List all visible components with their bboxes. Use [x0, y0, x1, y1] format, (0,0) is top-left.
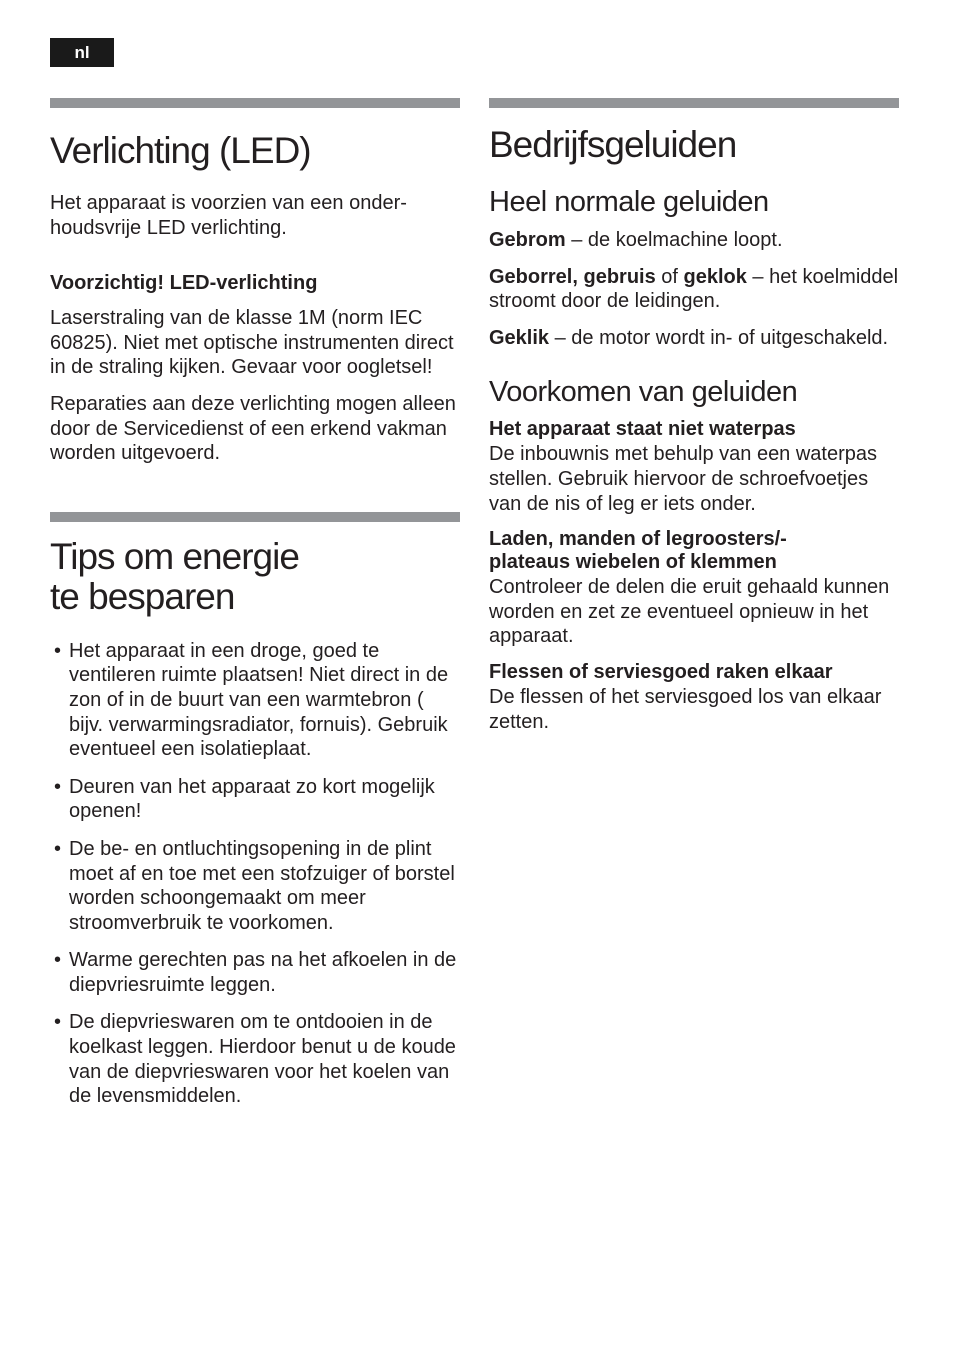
problem-solution: Controleer de delen die eruit gehaald kunnen worden en zet ze eventueel opnieuw in het apparaat. — [489, 576, 890, 648]
problem-heading: Laden, manden of legroosters/-plateaus wiebelen of klemmen — [489, 528, 787, 574]
section-rule — [489, 98, 899, 108]
list-item: • Het apparaat in een droge, goed te ventileren ruimte plaatsen! Niet direct in de zon of in de buurt van een warmtebron ( bijv. verwarmingsradiator, fornuis). Gebruik eventueel een isolatieplaat. — [50, 639, 460, 762]
energy-title-line1: Tips om energie — [50, 535, 299, 577]
list-item: • Deuren van het apparaat zo kort mogelijk openen! — [50, 775, 460, 824]
noise-item: Geborrel, gebruis of geklok – het koelmiddel stroomt door de leidingen. — [489, 265, 899, 313]
noise-item — [489, 326, 899, 351]
left-column — [50, 98, 460, 1122]
led-warning-heading: Voorzichtig! LED-verlichting — [50, 272, 318, 295]
right-column — [489, 98, 899, 734]
led-repair-text: Reparaties aan deze verlichting mogen alleen door de Servicedienst of een erkend vakman worden uitgevoerd. — [50, 392, 456, 465]
problem-heading: Flessen of serviesgoed raken elkaar — [489, 660, 833, 683]
noise-section-title: Bedrijfsgeluiden — [489, 124, 737, 165]
language-tag: nl — [50, 38, 114, 67]
normal-noises-heading: Heel normale geluiden — [489, 186, 769, 218]
noise-description: – de koelmachine loopt. — [565, 229, 783, 251]
noise-item — [489, 228, 899, 253]
list-item: • De be- en ontluchtingsopening in de plint moet af en toe met een stofzuiger of borstel worden schoongemaakt om meer stroomverbruik te voorkomen. — [50, 837, 460, 935]
energy-section-title — [50, 537, 460, 617]
section-rule — [50, 512, 460, 522]
noise-description: – het koelmiddel stroomt door de leidingen. — [489, 265, 899, 313]
energy-tips-list — [50, 639, 460, 1109]
prevent-noises-heading: Voorkomen van geluiden — [489, 376, 798, 409]
problem-solution: De flessen of het serviesgoed los van elkaar zetten. — [489, 685, 882, 733]
led-intro: Het apparaat is voorzien van een onder-houdsvrije LED verlichting. — [50, 192, 407, 239]
noise-term: Geklik — [489, 326, 550, 349]
noise-term: Geborrel, gebruis — [489, 265, 656, 288]
section-rule — [50, 98, 460, 108]
problem-heading: Het apparaat staat niet waterpas — [489, 418, 796, 441]
energy-title-line2: te besparen — [50, 575, 235, 617]
list-item: • De diepvrieswaren om te ontdooien in de koelkast leggen. Hierdoor benut u de koude van de diepvrieswaren voor het koelen van de levensmiddelen. — [50, 1010, 460, 1108]
noise-term: Gebrom — [489, 229, 566, 251]
noise-description: – de motor wordt in- of uitgeschakeld. — [549, 326, 889, 349]
list-item: • Warme gerechten pas na het afkoelen in de diepvriesruimte leggen. — [50, 948, 460, 997]
led-warning-text: Laserstraling van de klasse 1M (norm IEC 60825). Niet met optische instrumenten direct in de straling kijken. Gevaar voor oogletsel! — [50, 307, 454, 379]
led-section-title: Verlichting (LED) — [50, 130, 311, 171]
problem-solution: De inbouwnis met behulp van een waterpas stellen. Gebruik hiervoor de schroefvoetjes van de nis of leg er iets onder. — [489, 443, 878, 515]
noise-term: geklok — [683, 265, 747, 288]
